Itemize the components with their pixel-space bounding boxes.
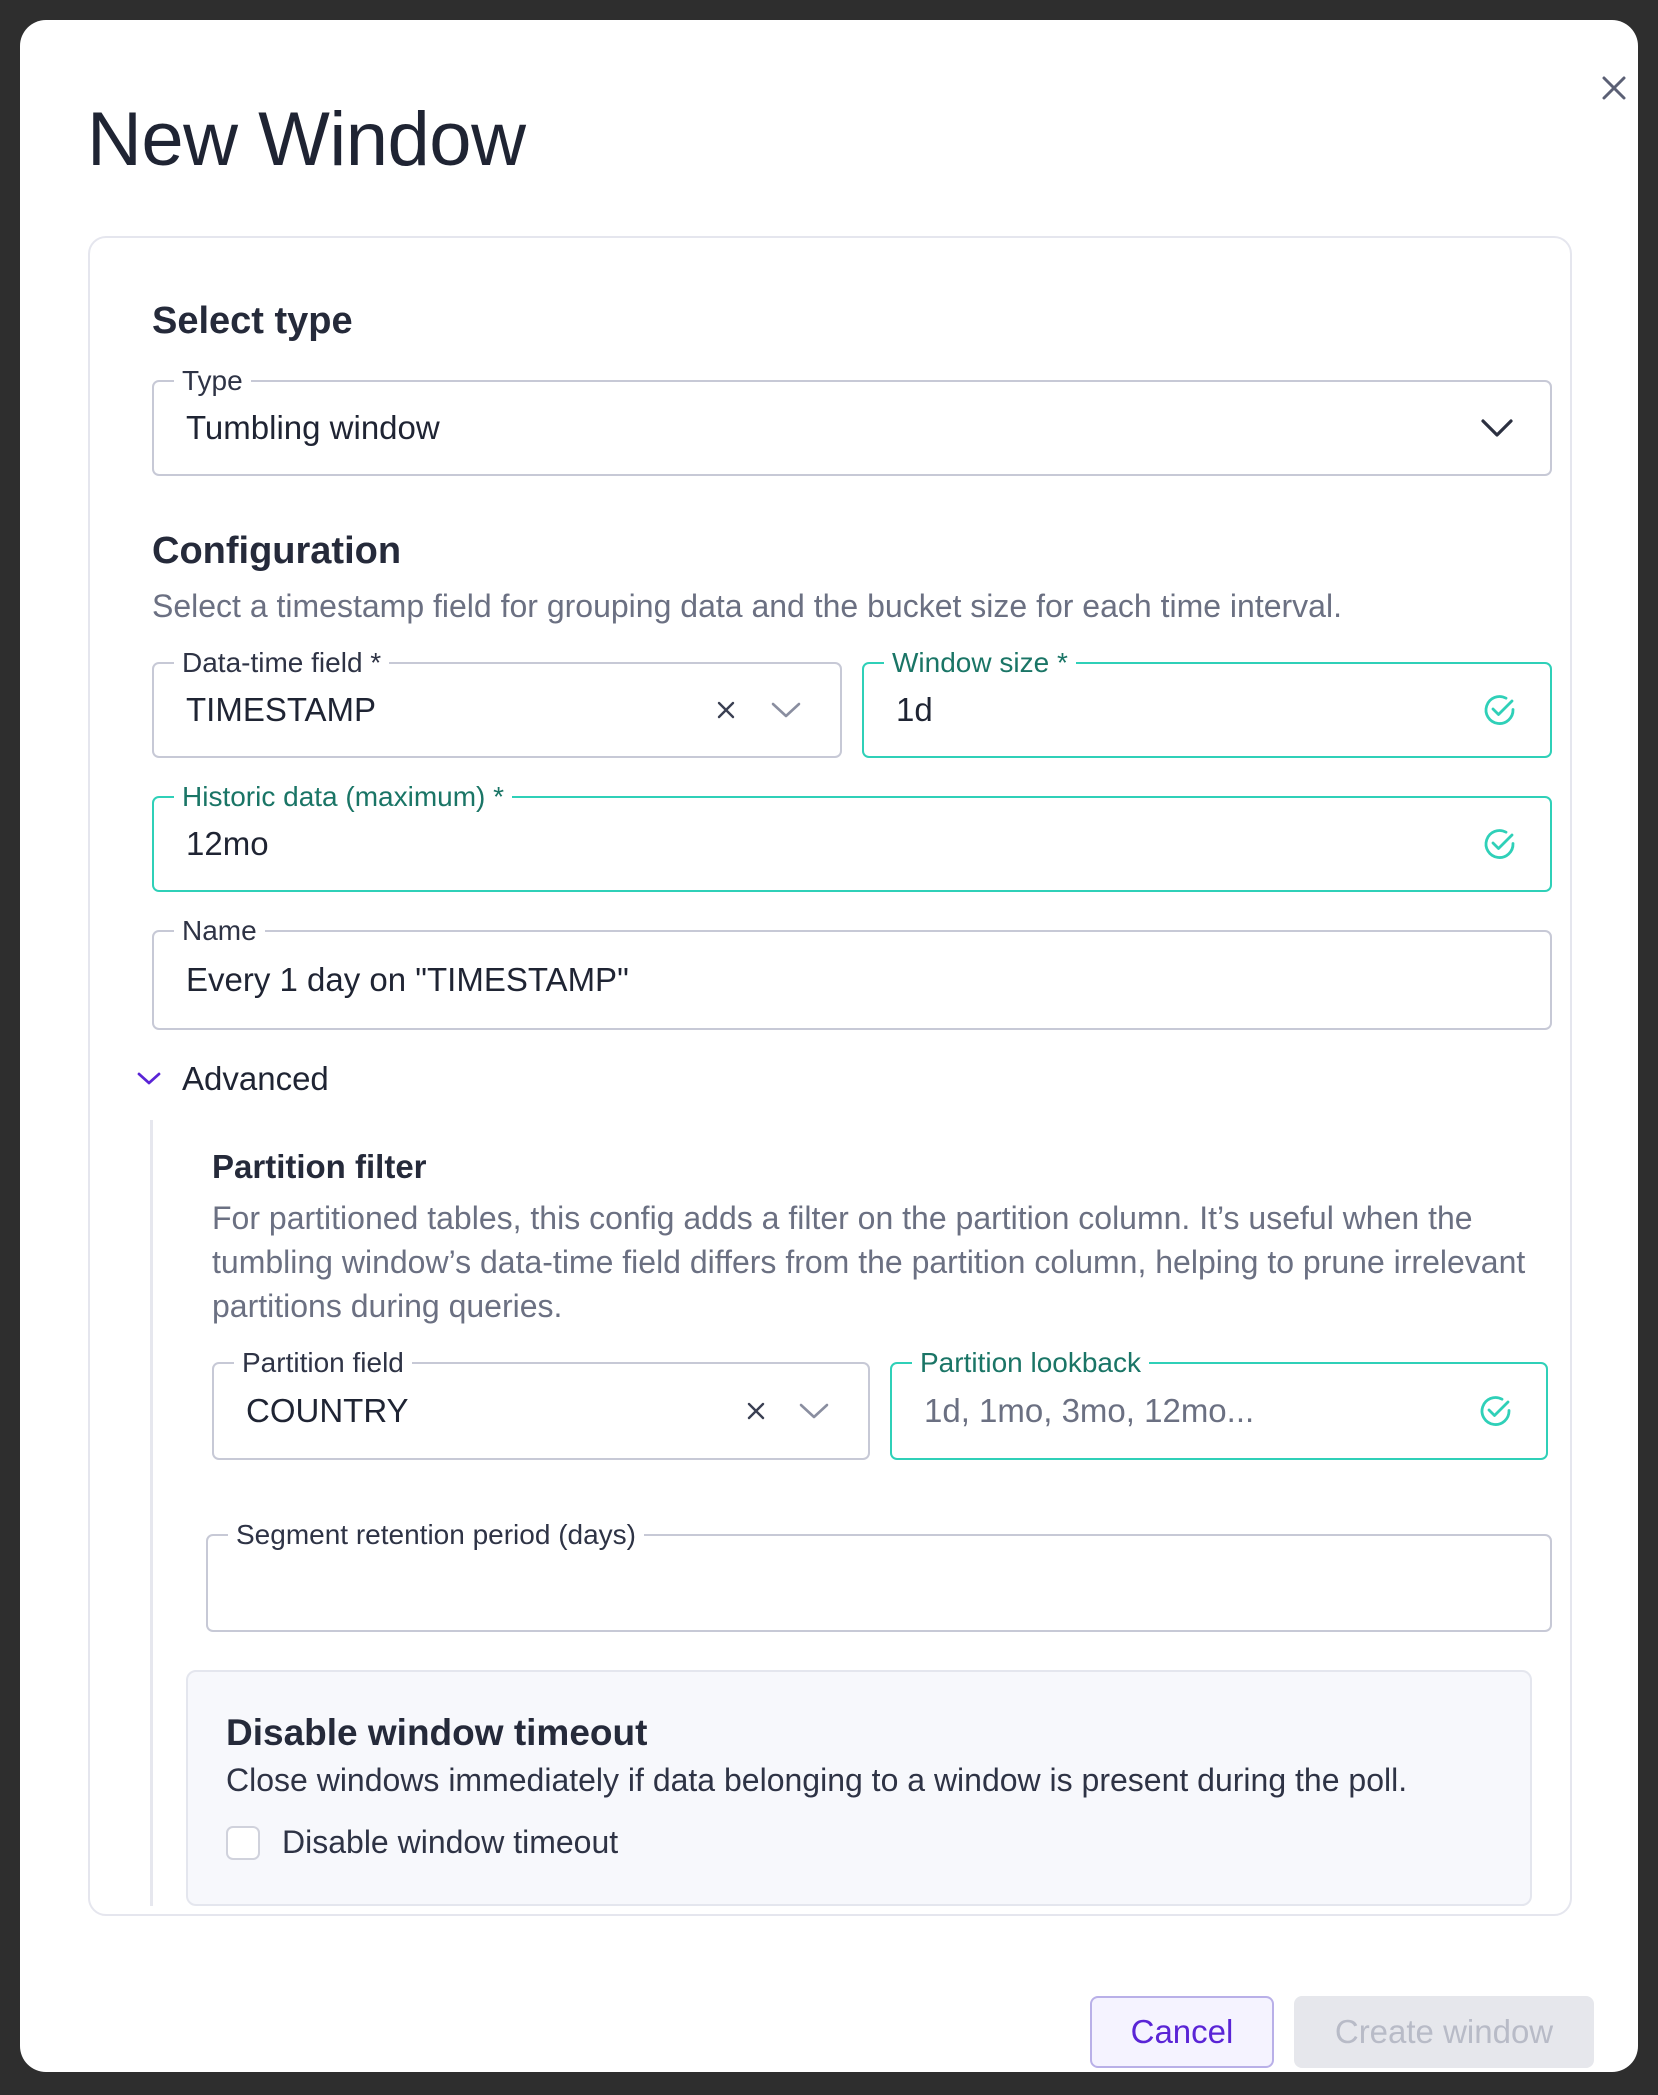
chevron-down-icon bbox=[136, 1071, 162, 1087]
partition-lookback-input[interactable] bbox=[890, 1347, 1548, 1460]
historic-data-value: 12mo bbox=[186, 825, 269, 862]
datetime-field-value: TIMESTAMP bbox=[186, 691, 377, 728]
segment-retention-input[interactable] bbox=[206, 1519, 1552, 1632]
clear-icon[interactable] bbox=[716, 700, 736, 720]
partition-filter-description: For partitioned tables, this config adds a filter on the partition column. It’s useful when the tumbling window’s data-time field differs from the partition column, helping to prune irrelevant partitions during queries. bbox=[212, 1200, 1526, 1324]
window-form-card bbox=[88, 236, 1572, 1916]
partition-filter-heading: Partition filter bbox=[212, 1148, 427, 1185]
advanced-label: Advanced bbox=[182, 1060, 329, 1097]
name-label: Name bbox=[174, 916, 265, 946]
datetime-field-label: Data-time field * bbox=[174, 648, 389, 678]
close-button[interactable] bbox=[1592, 66, 1636, 110]
segment-retention-label: Segment retention period (days) bbox=[228, 1520, 644, 1550]
name-value: Every 1 day on "TIMESTAMP" bbox=[186, 961, 629, 998]
close-icon bbox=[1601, 75, 1627, 101]
type-label: Type bbox=[174, 366, 251, 396]
disable-timeout-heading: Disable window timeout bbox=[226, 1712, 648, 1753]
page-title: New Window bbox=[87, 97, 526, 182]
new-window-dialog bbox=[20, 20, 1638, 2072]
historic-data-label: Historic data (maximum) * bbox=[174, 782, 512, 812]
partition-field-label: Partition field bbox=[234, 1348, 412, 1378]
advanced-toggle[interactable] bbox=[136, 1060, 329, 1098]
type-select[interactable] bbox=[152, 365, 1552, 476]
create-window-button[interactable]: Create window bbox=[1294, 1996, 1594, 2068]
configuration-heading: Configuration bbox=[152, 530, 402, 572]
disable-timeout-checkbox-label[interactable]: Disable window timeout bbox=[282, 1824, 619, 1860]
check-circle-icon bbox=[1478, 1393, 1514, 1429]
configuration-description: Select a timestamp field for grouping data and the bucket size for each time interval. bbox=[152, 588, 1342, 624]
cancel-button[interactable]: Cancel bbox=[1090, 1996, 1274, 2068]
chevron-down-icon[interactable] bbox=[1480, 418, 1514, 438]
partition-lookback-placeholder: 1d, 1mo, 3mo, 12mo... bbox=[924, 1392, 1255, 1429]
window-size-input[interactable] bbox=[862, 647, 1552, 758]
check-circle-icon bbox=[1482, 826, 1518, 862]
name-input[interactable] bbox=[152, 915, 1552, 1030]
select-type-heading: Select type bbox=[152, 300, 353, 342]
disable-timeout-checkbox[interactable] bbox=[226, 1826, 260, 1860]
window-size-label: Window size * bbox=[884, 648, 1076, 678]
disable-timeout-description: Close windows immediately if data belonging to a window is present during the poll. bbox=[226, 1762, 1408, 1798]
partition-field-select[interactable] bbox=[212, 1347, 870, 1460]
type-value: Tumbling window bbox=[186, 409, 440, 446]
clear-icon[interactable] bbox=[746, 1401, 766, 1421]
chevron-down-icon[interactable] bbox=[770, 701, 802, 719]
historic-data-input[interactable] bbox=[152, 781, 1552, 892]
advanced-section-rail bbox=[150, 1120, 153, 1906]
datetime-field-select[interactable] bbox=[152, 647, 842, 758]
check-circle-icon bbox=[1482, 692, 1518, 728]
chevron-down-icon[interactable] bbox=[798, 1402, 830, 1420]
disable-timeout-panel bbox=[186, 1670, 1532, 1906]
window-size-value: 1d bbox=[896, 691, 933, 728]
partition-lookback-label: Partition lookback bbox=[912, 1348, 1149, 1378]
partition-field-value: COUNTRY bbox=[246, 1392, 409, 1429]
